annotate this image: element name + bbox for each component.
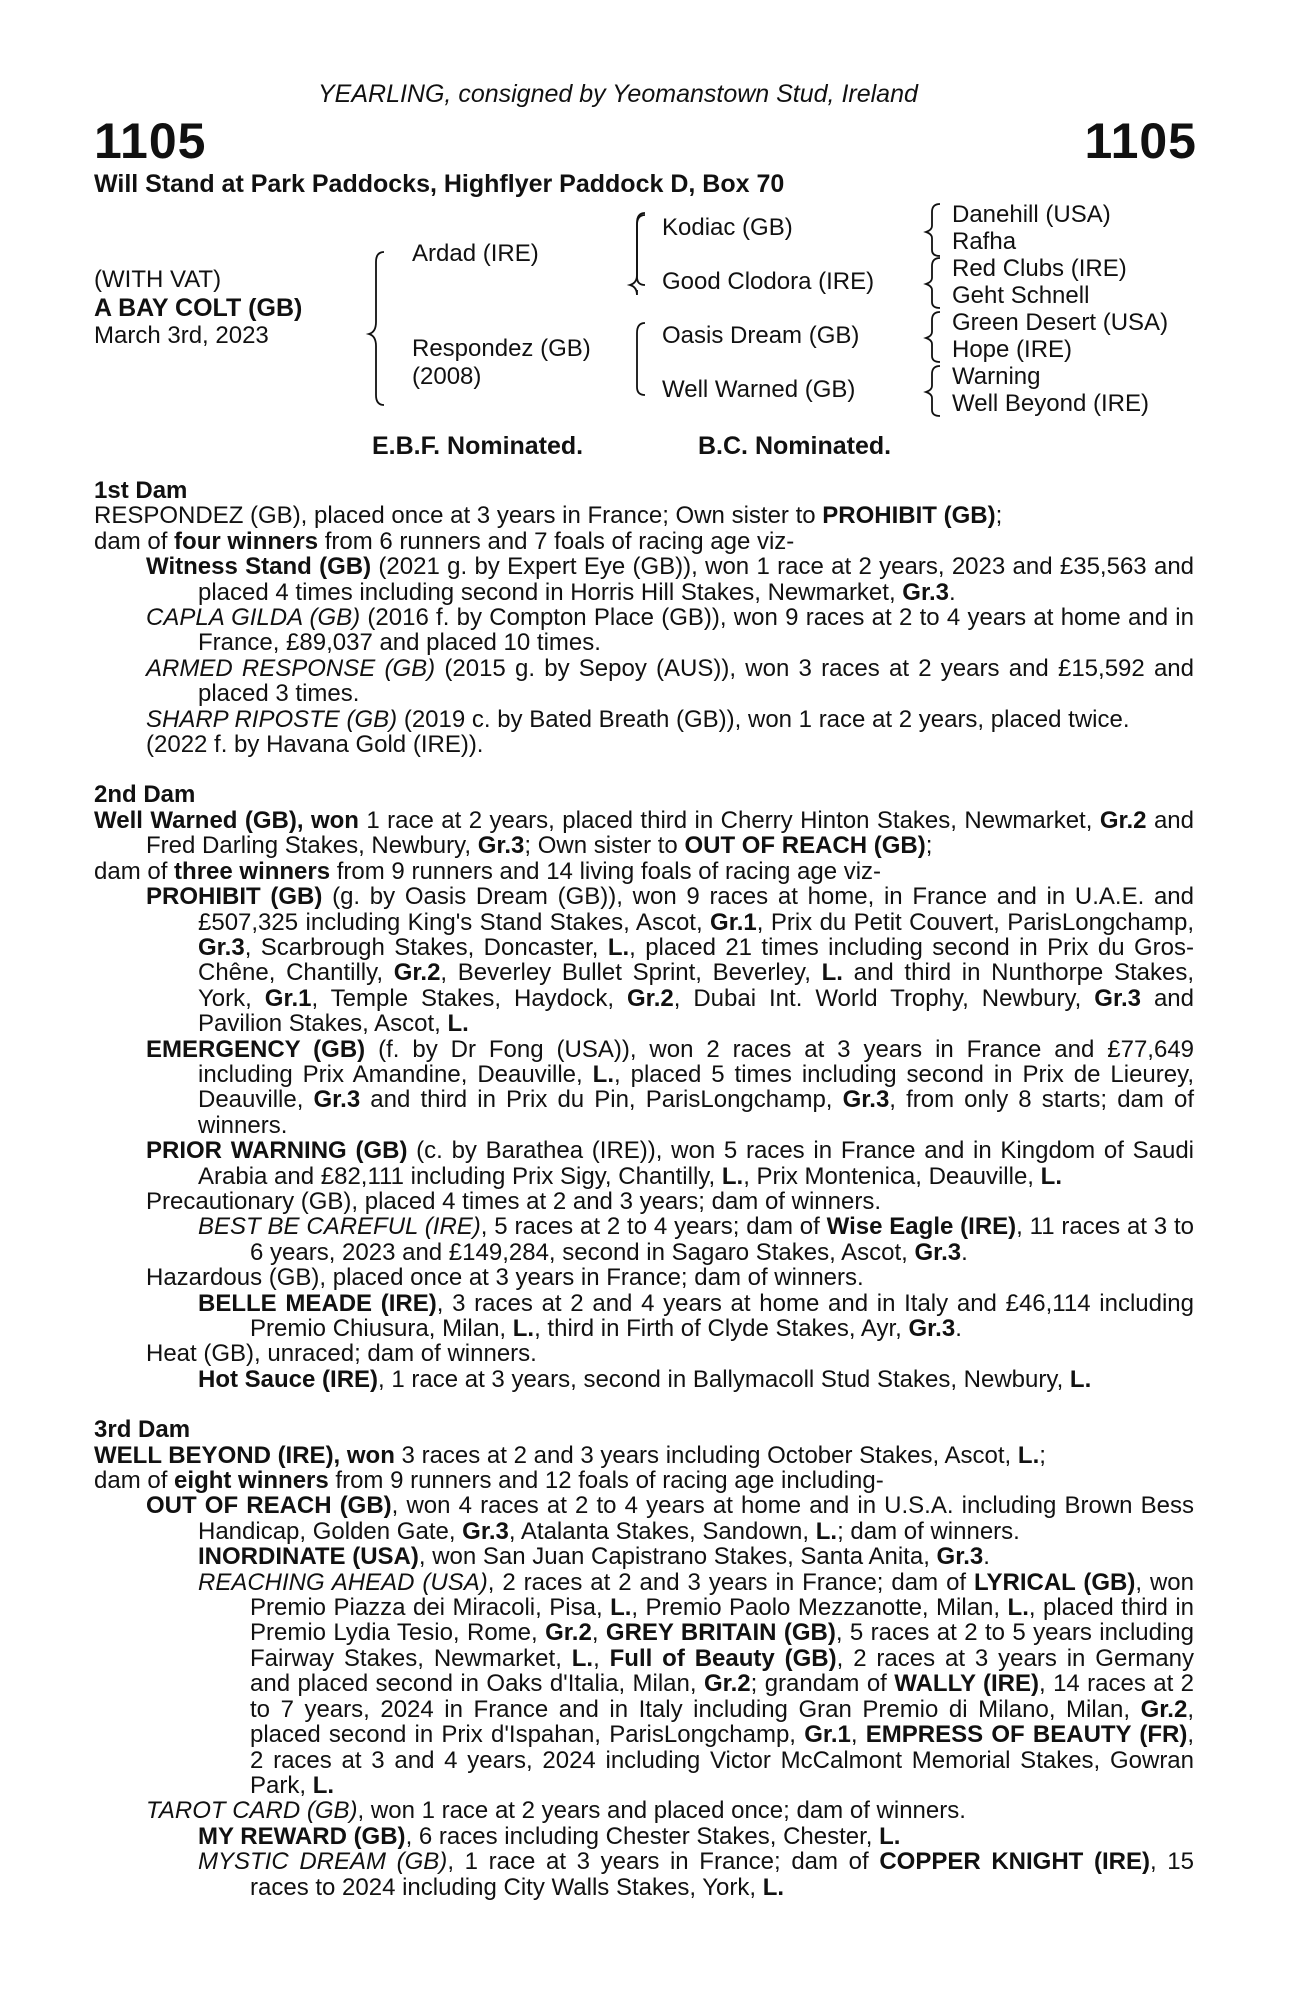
gen3-1: Danehill (USA) — [952, 201, 1111, 228]
gen3-2: Rafha — [952, 228, 1017, 255]
third-dam-produce-1: OUT OF REACH (GB), won 4 races at 2 to 4 years at home and in U.S.A. including Brown Bess Handicap, Golden Gate, Gr.3, Atalanta Stakes, Sandown, L.; dam of winners. — [146, 1492, 1194, 1545]
second-dam-produce-3: PRIOR WARNING (GB) (c. by Barathea (IRE)), won 5 races in France and in Kingdom of Saudi Arabia and £82,111 including Prix Sigy, Chantilly, L., Prix Montenica, Deauville, L. — [146, 1137, 1194, 1190]
produce-5: (2022 f. by Havana Gold (IRE)). — [146, 731, 484, 759]
third-dam-produce-2: TAROT CARD (GB), won 1 race at 2 years and placed once; dam of winners. — [146, 1797, 966, 1825]
sire-sire: Kodiac (GB) — [662, 214, 793, 241]
third-dam-text: WELL BEYOND (IRE), won 3 races at 2 and 3 years including October Stakes, Ascot, L.; dam of eight winners from 9 runners and 12 foals of racing age including- — [94, 1441, 1046, 1495]
consignor-line: YEARLING, consigned by Yeomanstown Stud, Ireland — [318, 80, 918, 108]
sire-dam: Good Clodora (IRE) — [662, 268, 875, 295]
dam-year: (2008) — [412, 363, 482, 390]
gen3-4: Geht Schnell — [952, 282, 1090, 309]
pedigree-brackets — [0, 0, 1315, 440]
produce-record — [94, 478, 1194, 1900]
vat-note: (WITH VAT) — [94, 266, 222, 293]
stand-location: Will Stand at Park Paddocks, Highflyer Paddock D, Box 70 — [94, 170, 785, 198]
lot-number-right: 1105 — [1084, 113, 1197, 169]
first-dam-text: RESPONDEZ (GB), placed once at 3 years in France; Own sister to PROHIBIT (GB); dam of four winners from 6 runners and 7 foals of racing age viz- — [94, 502, 1003, 555]
produce-1: Witness Stand (GB) (2021 g. by Expert Eye (GB)), won 1 race at 2 years, 2023 and £35,563 and placed 4 times including second in Horris Hill Stakes, Newmarket, Gr.3. — [146, 553, 1195, 606]
horse-description: A BAY COLT (GB) — [94, 294, 303, 322]
dam-sire: Oasis Dream (GB) — [662, 322, 860, 349]
gen3-6: Hope (IRE) — [952, 336, 1073, 363]
second-dam-summary: dam of three winners from 9 runners and 14 living foals of racing age viz- — [94, 857, 882, 885]
second-dam-produce-2: EMERGENCY (GB) (f. by Dr Fong (USA)), won 2 races at 3 years in France and £77,649 including Prix Amandine, Deauville, L., placed 5 times including second in Prix de Lieurey, Deauville, Gr.3 and third in Prix du Pin, ParisLongchamp, Gr.3, from only 8 starts; dam of winners. — [146, 1035, 1195, 1139]
third-dam-grandproduce-1: INORDINATE (USA), won San Juan Capistrano Stakes, Santa Anita, Gr.3. — [198, 1543, 990, 1571]
first-dam-heading: 1st Dam — [94, 477, 188, 504]
third-dam-heading: 3rd Dam — [94, 1416, 191, 1444]
dam-dam: Well Warned (GB) — [662, 376, 856, 403]
produce-4: SHARP RIPOSTE (GB) (2019 c. by Bated Breath (GB)), won 1 race at 2 years, placed twice. — [146, 705, 1130, 733]
gen3-7: Warning — [952, 363, 1041, 390]
sire: Ardad (IRE) — [412, 240, 539, 267]
gen3-8: Well Beyond (IRE) — [952, 390, 1149, 417]
gen3-5: Green Desert (USA) — [952, 309, 1169, 336]
third-dam-grandproduce-3: MY REWARD (GB), 6 races including Chester Stakes, Chester, L. — [198, 1822, 901, 1850]
gen3-3: Red Clubs (IRE) — [952, 255, 1127, 282]
second-dam-produce-6: Heat (GB), unraced; dam of winners. — [146, 1340, 537, 1368]
bc-nomination: B.C. Nominated. — [698, 432, 892, 460]
second-dam-heading: 2nd Dam — [94, 781, 196, 809]
second-dam-produce-5: Hazardous (GB), placed once at 3 years in France; dam of winners. — [146, 1264, 864, 1292]
lot-number-left: 1105 — [94, 113, 207, 169]
second-dam-grandproduce-1: BEST BE CAREFUL (IRE), 5 races at 2 to 4 years; dam of Wise Eagle (IRE), 11 races at 3 to 6 years, 2023 and £149,284, second in Sagaro Stakes, Ascot, Gr.3. — [198, 1213, 1195, 1266]
dam: Respondez (GB) — [412, 335, 591, 362]
second-dam-produce-4: Precautionary (GB), placed 4 times at 2 and 3 years; dam of winners. — [146, 1187, 882, 1215]
third-dam-grandproduce-2: REACHING AHEAD (USA), 2 races at 2 and 3 years in France; dam of LYRICAL (GB), won Premio Piazza dei Miracoli, Pisa, L., Premio Paolo Mezzanotte, Milan, L., placed third in Premio Lydia Tesio, Rome, Gr.2, GREY BRITAIN (GB), 5 races at 2 to 5 years including Fairway Stakes, Newmarket, L., Full of Beauty (GB), 2 races at 3 years in Germany and placed second in Oaks d'Italia, Milan, Gr.2; grandam of WALLY (IRE), 14 races at 2 to 7 years, 2024 in France and in Italy including Gran Premio di Milano, Milan, Gr.2, placed second in Prix d'Ispahan, ParisLongchamp, Gr.1, EMPRESS OF BEAUTY (FR), 2 races at 3 and 4 years, 2024 including Victor McCalmont Memorial Stakes, Gowran Park, L. — [198, 1568, 1194, 1799]
second-dam-produce-1: PROHIBIT (GB) (g. by Oasis Dream (GB)), won 9 races at home, in France and in U.A.E. and £507,325 including King's Stand Stakes, Ascot, Gr.1, Prix du Petit Couvert, ParisLongchamp, Gr.3, Scarbrough Stakes, Doncaster, L., placed 21 times including second in Prix du Gros-Chêne, Chantilly, Gr.2, Beverley Bullet Sprint, Beverley, L. and third in Nunthorpe Stakes, York, Gr.1, Temple Stakes, Haydock, Gr.2, Dubai Int. World Trophy, Newbury, Gr.3 and Pavilion Stakes, Ascot, L. — [146, 883, 1195, 1038]
third-dam-grandproduce-4: MYSTIC DREAM (GB), 1 race at 3 years in France; dam of COPPER KNIGHT (IRE), 15 races to 2024 including City Walls Stakes, York, L. — [198, 1848, 1194, 1901]
foaling-date: March 3rd, 2023 — [94, 322, 269, 349]
produce-2: CAPLA GILDA (GB) (2016 f. by Compton Place (GB)), won 9 races at 2 to 4 years at home and in France, £89,037 and placed 10 times. — [146, 604, 1194, 657]
second-dam-text: Well Warned (GB), won 1 race at 2 years, placed third in Cherry Hinton Stakes, Newmarket, Gr.2 and Fred Darling Stakes, Newbury, Gr.3; Own sister to OUT OF REACH (GB); — [94, 806, 1195, 860]
ebf-nomination: E.B.F. Nominated. — [372, 432, 584, 460]
second-dam-grandproduce-3: Hot Sauce (IRE), 1 race at 3 years, second in Ballymacoll Stud Stakes, Newbury, L. — [198, 1365, 1092, 1393]
second-dam-grandproduce-2: BELLE MEADE (IRE), 3 races at 2 and 4 years at home and in Italy and £46,114 including Premio Chiusura, Milan, L., third in Firth of Clyde Stakes, Ayr, Gr.3. — [198, 1289, 1195, 1342]
produce-3: ARMED RESPONSE (GB) (2015 g. by Sepoy (AUS)), won 3 races at 2 years and £15,592 and placed 3 times. — [146, 654, 1195, 708]
